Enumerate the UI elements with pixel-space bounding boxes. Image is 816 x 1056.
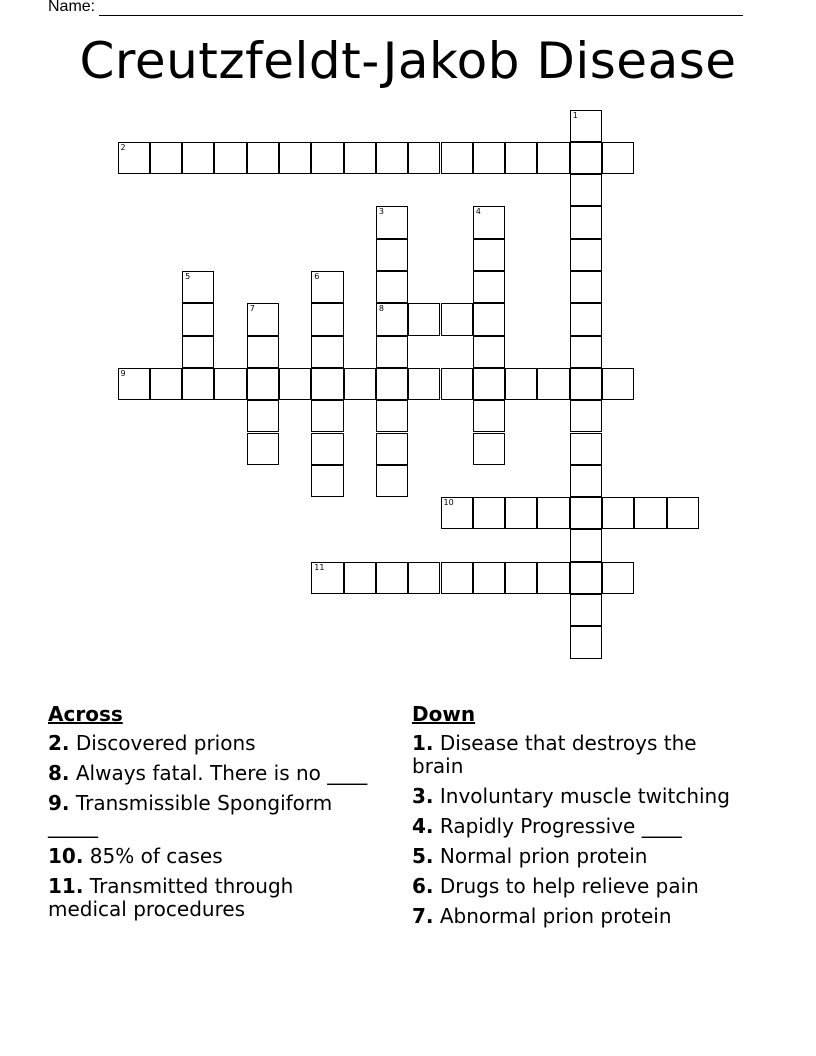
grid-cell[interactable] <box>634 497 666 529</box>
grid-cell[interactable] <box>376 400 408 432</box>
clue-text: Involuntary muscle twitching <box>433 784 730 808</box>
across-clue <box>48 762 378 785</box>
page-title: Creutzfeldt-Jakob Disease <box>79 32 737 90</box>
clue-number: 2. <box>48 731 70 755</box>
grid-cell[interactable] <box>570 303 602 335</box>
grid-cell[interactable] <box>150 368 182 400</box>
grid-cell[interactable] <box>441 303 473 335</box>
clue-number: 1 <box>572 110 578 120</box>
grid-cell[interactable] <box>505 142 537 174</box>
clue-number: 1. <box>412 731 434 755</box>
grid-cell[interactable] <box>570 400 602 432</box>
grid-cell[interactable] <box>441 497 473 529</box>
clue-number: 3 <box>378 207 384 217</box>
grid-cell[interactable] <box>473 206 505 238</box>
grid-cell[interactable] <box>570 336 602 368</box>
grid-cell[interactable] <box>505 368 537 400</box>
across-clue-list <box>48 732 378 921</box>
grid-cell[interactable] <box>311 562 343 594</box>
grid-cell[interactable] <box>505 497 537 529</box>
grid-cell[interactable] <box>570 368 602 400</box>
clue-number: 7. <box>412 904 434 928</box>
clue-number: 11. <box>48 874 84 898</box>
grid-cell[interactable] <box>408 142 440 174</box>
down-clue <box>412 875 752 898</box>
clue-number: 5 <box>185 272 191 281</box>
grid-cell[interactable] <box>570 206 602 238</box>
clue-text: Drugs to help relieve pain <box>433 874 699 898</box>
grid-cell[interactable] <box>376 271 408 303</box>
clue-text: 85% of cases <box>83 844 223 868</box>
across-clues <box>48 702 378 928</box>
grid-cell[interactable] <box>441 368 473 400</box>
grid-cell[interactable] <box>473 562 505 594</box>
grid-cell[interactable] <box>150 142 182 174</box>
grid-cell[interactable] <box>537 497 569 529</box>
grid-cell[interactable] <box>602 562 634 594</box>
grid-cell[interactable] <box>376 368 408 400</box>
grid-cell[interactable] <box>537 368 569 400</box>
grid-cell[interactable] <box>570 529 602 561</box>
down-clue <box>412 732 752 778</box>
grid-cell[interactable] <box>570 433 602 465</box>
grid-cell[interactable] <box>247 433 279 465</box>
grid-cell[interactable] <box>570 626 602 658</box>
across-clue <box>48 875 378 921</box>
clue-text: Disease that destroys the brain <box>412 731 697 778</box>
down-clue-list <box>412 732 752 928</box>
grid-cell[interactable] <box>570 239 602 271</box>
clue-text: Transmitted through medical procedures <box>48 874 294 921</box>
clue-number: 3. <box>412 784 434 808</box>
across-clue <box>48 792 378 838</box>
grid-cell[interactable] <box>376 303 408 335</box>
grid-cell[interactable] <box>182 303 214 335</box>
grid-cell[interactable] <box>247 400 279 432</box>
clue-text: Abnormal prion protein <box>433 904 672 928</box>
grid-cell[interactable] <box>570 110 602 142</box>
clue-text: Normal prion protein <box>433 844 648 868</box>
clue-number: 10 <box>443 498 454 508</box>
clue-number: 6. <box>412 874 434 898</box>
clue-text: Always fatal. There is no ____ <box>69 761 368 785</box>
clue-number: 6 <box>314 272 320 281</box>
clue-text: Transmissible Spongiform _____ <box>48 791 333 838</box>
down-clue <box>412 785 752 808</box>
down-clues <box>412 702 752 935</box>
grid-cell[interactable] <box>247 368 279 400</box>
grid-cell[interactable] <box>376 336 408 368</box>
down-heading: Down <box>412 702 476 726</box>
down-clue <box>412 905 752 928</box>
grid-cell[interactable] <box>441 142 473 174</box>
grid-cell[interactable] <box>473 239 505 271</box>
grid-cell[interactable] <box>473 497 505 529</box>
across-heading: Across <box>48 702 123 726</box>
grid-cell[interactable] <box>473 271 505 303</box>
clue-text: Rapidly Progressive ____ <box>433 814 682 838</box>
grid-cell[interactable] <box>311 303 343 335</box>
grid-cell[interactable] <box>214 368 246 400</box>
grid-cell[interactable] <box>247 336 279 368</box>
grid-cell[interactable] <box>473 433 505 465</box>
grid-cell[interactable] <box>667 497 699 529</box>
grid-cell[interactable] <box>376 142 408 174</box>
grid-cell[interactable] <box>570 465 602 497</box>
clue-number: 10. <box>48 844 84 868</box>
grid-cell[interactable] <box>408 368 440 400</box>
down-clue <box>412 845 752 868</box>
grid-cell[interactable] <box>247 142 279 174</box>
grid-cell[interactable] <box>311 271 343 303</box>
clue-number: 2 <box>120 142 126 152</box>
clue-number: 4 <box>475 207 481 217</box>
clue-text: Discovered prions <box>69 731 256 755</box>
grid-cell[interactable] <box>376 465 408 497</box>
grid-cell[interactable] <box>311 465 343 497</box>
grid-cell[interactable] <box>118 368 150 400</box>
down-clue <box>412 815 752 838</box>
grid-cell[interactable] <box>473 336 505 368</box>
grid-cell[interactable] <box>473 368 505 400</box>
grid-cell[interactable] <box>537 562 569 594</box>
grid-cell[interactable] <box>311 336 343 368</box>
grid-cell[interactable] <box>376 206 408 238</box>
grid-cell[interactable] <box>441 562 473 594</box>
clue-number: 4. <box>412 814 434 838</box>
grid-cell[interactable] <box>505 562 537 594</box>
grid-cell[interactable] <box>344 142 376 174</box>
grid-cell[interactable] <box>570 142 602 174</box>
across-clue <box>48 732 378 755</box>
clue-number: 5. <box>412 844 434 868</box>
grid-cell[interactable] <box>602 142 634 174</box>
grid-cell[interactable] <box>311 142 343 174</box>
grid-cell[interactable] <box>570 497 602 529</box>
name-label: Name: <box>48 0 96 15</box>
grid-cell[interactable] <box>311 368 343 400</box>
grid-cell[interactable] <box>214 142 246 174</box>
grid-cell[interactable] <box>376 433 408 465</box>
grid-cell[interactable] <box>182 336 214 368</box>
grid-cell[interactable] <box>182 271 214 303</box>
grid-cell[interactable] <box>344 562 376 594</box>
grid-cell[interactable] <box>570 174 602 206</box>
grid-cell[interactable] <box>570 594 602 626</box>
grid-cell[interactable] <box>408 303 440 335</box>
grid-cell[interactable] <box>182 368 214 400</box>
clue-number: 11 <box>314 562 325 572</box>
grid-cell[interactable] <box>570 562 602 594</box>
grid-cell[interactable] <box>602 368 634 400</box>
grid-cell[interactable] <box>408 562 440 594</box>
grid-cell[interactable] <box>344 368 376 400</box>
grid-cell[interactable] <box>279 368 311 400</box>
grid-cell[interactable] <box>473 303 505 335</box>
clue-number: 9 <box>120 368 126 378</box>
grid-cell[interactable] <box>473 400 505 432</box>
grid-cell[interactable] <box>570 271 602 303</box>
grid-cell[interactable] <box>376 562 408 594</box>
clue-number: 7 <box>249 304 255 314</box>
across-clue <box>48 845 378 868</box>
grid-cell[interactable] <box>311 400 343 432</box>
grid-cell[interactable] <box>376 239 408 271</box>
grid-cell[interactable] <box>279 142 311 174</box>
clue-number: 8. <box>48 761 70 785</box>
grid-cell[interactable] <box>602 497 634 529</box>
grid-cell[interactable] <box>311 433 343 465</box>
clue-number: 9. <box>48 791 70 815</box>
grid-cell[interactable] <box>182 142 214 174</box>
grid-cell[interactable] <box>473 142 505 174</box>
grid-cell[interactable] <box>118 142 150 174</box>
grid-cell[interactable] <box>247 303 279 335</box>
clue-number: 8 <box>378 304 384 314</box>
grid-cell[interactable] <box>537 142 569 174</box>
